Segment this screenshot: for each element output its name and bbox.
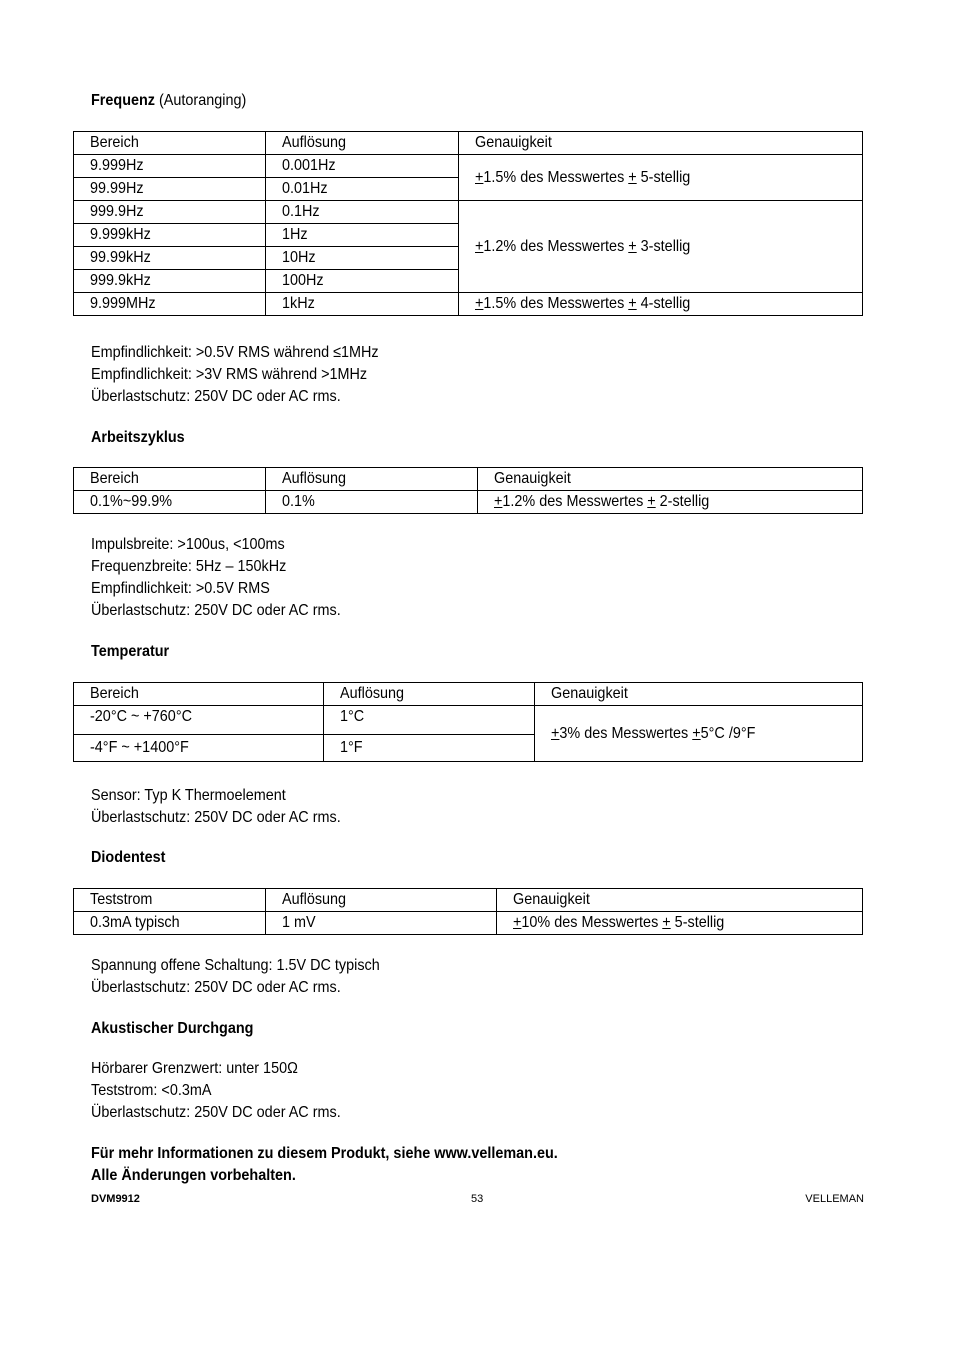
section-title-duty-cycle: Arbeitszyklus [91,429,185,446]
note-line: Spannung offene Schaltung: 1.5V DC typisch [91,957,380,974]
note-line: Hörbarer Grenzwert: unter 150Ω [91,1060,298,1077]
header-cell: Auflösung [266,132,459,155]
section-title-temperature: Temperatur [91,643,170,660]
note-line: Überlastschutz: 250V DC oder AC rms. [91,388,341,405]
accuracy-cell: +1.2% des Messwertes + 2-stellig [478,491,863,514]
footer-brand: VELLEMAN [805,1193,864,1205]
table-row: 999.9kHz 100Hz [74,270,863,293]
section-title-diode-test: Diodentest [91,849,166,866]
duty-cycle-table [73,467,863,514]
table-row: 9.999MHz 1kHz +1.5% des Messwertes + 4-stellig [74,293,863,316]
diode-test-table [73,888,863,935]
note-line: Empfindlichkeit: >3V RMS während >1MHz [91,366,368,383]
table-row: 0.1%~99.9% 0.1% +1.2% des Messwertes + 2-stellig [74,491,863,514]
table-row: -4°F ~ +1400°F 1°F [74,735,863,762]
note-line: Überlastschutz: 250V DC oder AC rms. [91,979,341,996]
accuracy-cell: +1.5% des Messwertes + 5-stellig [459,155,863,201]
footer-page-number: 53 [471,1193,484,1205]
note-line: Sensor: Typ K Thermoelement [91,787,286,804]
temperature-table [73,682,863,762]
note-line: Teststrom: <0.3mA [91,1082,212,1099]
section-title-frequency: Frequenz (Autoranging) [91,92,247,109]
section-title-continuity: Akustischer Durchgang [91,1020,254,1037]
header-cell: Genauigkeit [459,132,863,155]
table-row: 0.3mA typisch 1 mV +10% des Messwertes + 5-stellig [74,912,863,935]
note-line: Überlastschutz: 250V DC oder AC rms. [91,1104,341,1121]
closing-info: Für mehr Informationen zu diesem Produkt, siehe www.velleman.eu. [91,1145,558,1162]
table-row: 99.99kHz 10Hz [74,247,863,270]
frequency-table [73,131,863,316]
table-row: -20°C ~ +760°C 1°C +3% des Messwertes +5°C /9°F [74,706,863,735]
table-header-row: Bereich Auflösung Genauigkeit [74,683,863,706]
note-line: Überlastschutz: 250V DC oder AC rms. [91,602,341,619]
accuracy-cell: +1.5% des Messwertes + 4-stellig [459,293,863,316]
table-row: 999.9Hz 0.1Hz +1.2% des Messwertes + 3-stellig [74,201,863,224]
closing-reservation: Alle Änderungen vorbehalten. [91,1167,296,1184]
note-line: Empfindlichkeit: >0.5V RMS [91,580,270,597]
header-cell: Bereich [74,132,266,155]
table-row: 99.99Hz 0.01Hz [74,178,863,201]
table-header-row [74,132,863,155]
note-line: Empfindlichkeit: >0.5V RMS während ≤1MHz [91,344,379,361]
footer-model: DVM9912 [91,1193,140,1205]
table-header-row: Bereich Auflösung Genauigkeit [74,468,863,491]
note-line: Überlastschutz: 250V DC oder AC rms. [91,809,341,826]
table-header-row: Teststrom Auflösung Genauigkeit [74,889,863,912]
accuracy-cell: +10% des Messwertes + 5-stellig [497,912,863,935]
table-row: 9.999kHz 1Hz [74,224,863,247]
note-line: Frequenzbreite: 5Hz – 150kHz [91,558,287,575]
accuracy-cell: +1.2% des Messwertes + 3-stellig [459,201,863,293]
table-row: 9.999Hz 0.001Hz +1.5% des Messwertes + 5-stellig [74,155,863,178]
accuracy-cell: +3% des Messwertes +5°C /9°F [535,706,863,762]
note-line: Impulsbreite: >100us, <100ms [91,536,285,553]
